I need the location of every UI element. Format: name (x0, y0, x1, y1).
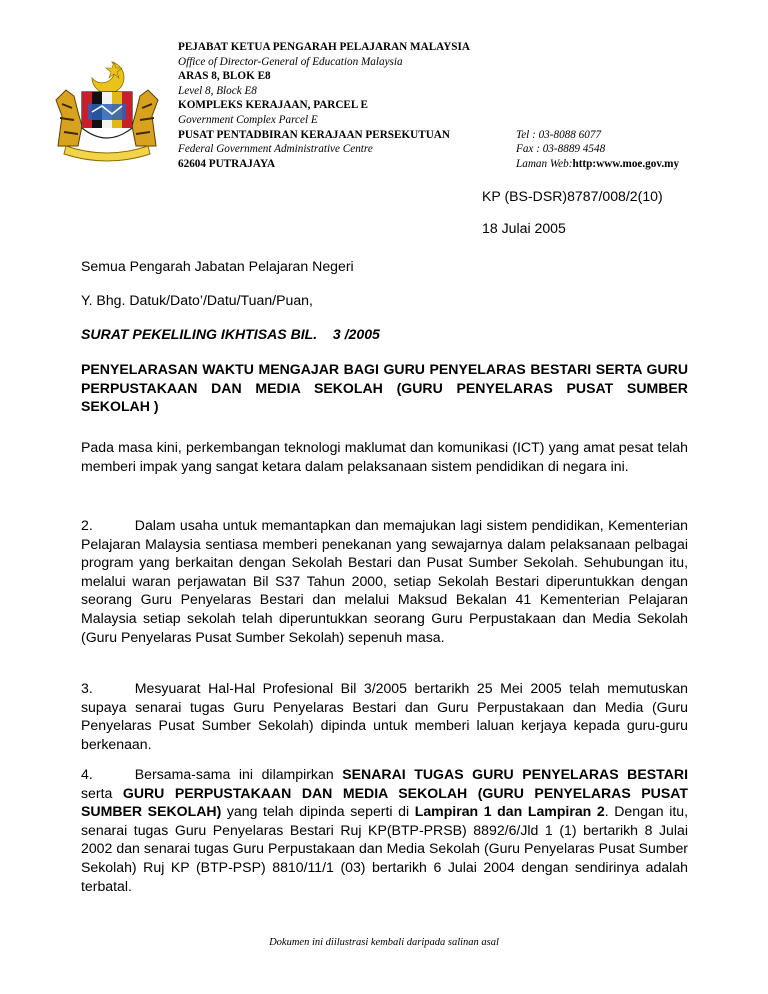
paragraph-4-number: 4. (81, 766, 93, 782)
salutation: Y. Bhg. Datuk/Dato’/Datu/Tuan/Puan, (81, 292, 313, 308)
paragraph-4-text-2: serta (81, 784, 123, 801)
address-complex-en: Government Complex Parcel E (178, 114, 318, 126)
paragraph-3-number: 3. (81, 680, 93, 696)
paragraph-3 (81, 679, 688, 753)
paragraph-4-text-4: . Dengan itu, senarai tugas Guru Penyelaras Bestari Ruj KP(BTP-PRSB) 8892/6/Jld 1 (1) bertarikh 8 Julai 2002 dan senarai tugas Guru Perpustakaan dan Media Sekolah (Guru Penyelaras Pusat Sumber Sekolah) Ruj KP (BTP-PSP) 8810/11/1 (03) bertarikh 6 Julai 2004 dengan sendirinya adalah terbatal. (81, 803, 688, 894)
paragraph-1: Pada masa kini, perkembangan teknologi maklumat dan komunikasi (ICT) yang amat pesat telah memberi impak yang sangat ketara dalam pelaksanaan sistem pendidikan di negara ini. (81, 439, 688, 474)
paragraph-3-text: Mesyuarat Hal-Hal Profesional Bil 3/2005 bertarikh 25 Mei 2005 telah memutuskan supaya senarai tugas Guru Penyelaras Bestari dan Guru Perpustakaan dan Media (Guru Penyelaras Pusat Sumber Sekolah) dipinda untuk memberi laluan kerjaya kepada guru-guru berkenaan. (81, 680, 688, 752)
address-postcode: 62604 PUTRAJAYA (178, 157, 276, 170)
paragraph-2-text: Dalam usaha untuk memantapkan dan memajukan lagi sistem pendidikan, Kementerian Pelajaran Malaysia sentiasa memberi penekanan yang sewajarnya dalam pelaksanaan pelbagai program yang berkaitan dengan Sekolah Bestari dan Pusat Sumber Sekolah. Sehubungan itu, melalui waran perjawatan Bil S37 Tahun 2000, setiap Sekolah Bestari diperuntukkan dengan seorang Guru Penyelaras Bestari dan melalui Maksud Bekalan 41 Kementerian Pelajaran Malaysia setiap sekolah telah diperuntukkan seorang Guru Perpustakaan dan Media Sekolah (Guru Penyelaras Pusat Sumber Sekolah) sepenuh masa. (81, 517, 688, 645)
address-level: ARAS 8, BLOK E8 (178, 70, 271, 83)
paragraph-2-number: 2. (81, 517, 93, 533)
reference-number: KP (BS-DSR)8787/008/2(10) (482, 188, 663, 204)
paragraph-2 (81, 516, 688, 646)
address-centre-en: Federal Government Administrative Centre (178, 143, 373, 156)
coat-of-arms-icon (52, 56, 162, 162)
website (516, 157, 679, 172)
paragraph-4-text-3: yang telah dipinda seperti di (221, 803, 415, 820)
address-complex: KOMPLEKS KERAJAAN, PARCEL E (178, 99, 368, 112)
address-centre: PUSAT PENTADBIRAN KERAJAAN PERSEKUTUAN (178, 128, 450, 141)
fax: Fax : 03-8889 4548 (516, 143, 606, 156)
paragraph-4 (81, 765, 688, 895)
office-name-en: Office of Director-General of Education Malaysia (178, 55, 403, 68)
paragraph-4-bold-3: Lampiran 1 dan Lampiran 2 (414, 803, 605, 820)
paragraph-4-text-1: Bersama-sama ini dilampirkan (134, 766, 343, 782)
circular-number: SURAT PEKELILING IKHTISAS BIL. 3 /2005 (81, 326, 380, 342)
address-level-en: Level 8, Block E8 (178, 84, 257, 97)
paragraph-4-bold-2: GURU PERPUSTAKAAN DAN MEDIA SEKOLAH (GURU PENYELARAS PUSAT SUMBER SEKOLAH) (81, 784, 688, 820)
letter-date: 18 Julai 2005 (482, 220, 566, 236)
website-label: Laman Web: (516, 157, 573, 170)
office-name: PEJABAT KETUA PENGARAH PELAJARAN MALAYSIA (178, 41, 470, 53)
subject: PENYELARASAN WAKTU MENGAJAR BAGI GURU PENYELARAS BESTARI SERTA GURU PERPUSTAKAAN DAN MEDIA SEKOLAH (GURU PENYELARAS PUSAT SUMBER SEKOLAH ) (81, 361, 688, 415)
website-link[interactable]: http:www.moe.gov.my (572, 157, 680, 170)
footer-note: Dokumen ini diilustrasi kembali daripada salinan asal (269, 937, 499, 948)
telephone: Tel : 03-8088 6077 (516, 128, 602, 141)
paragraph-4-bold-1: SENARAI TUGAS GURU PENYELARAS BESTARI (342, 766, 688, 782)
recipient: Semua Pengarah Jabatan Pelajaran Negeri (81, 258, 354, 274)
